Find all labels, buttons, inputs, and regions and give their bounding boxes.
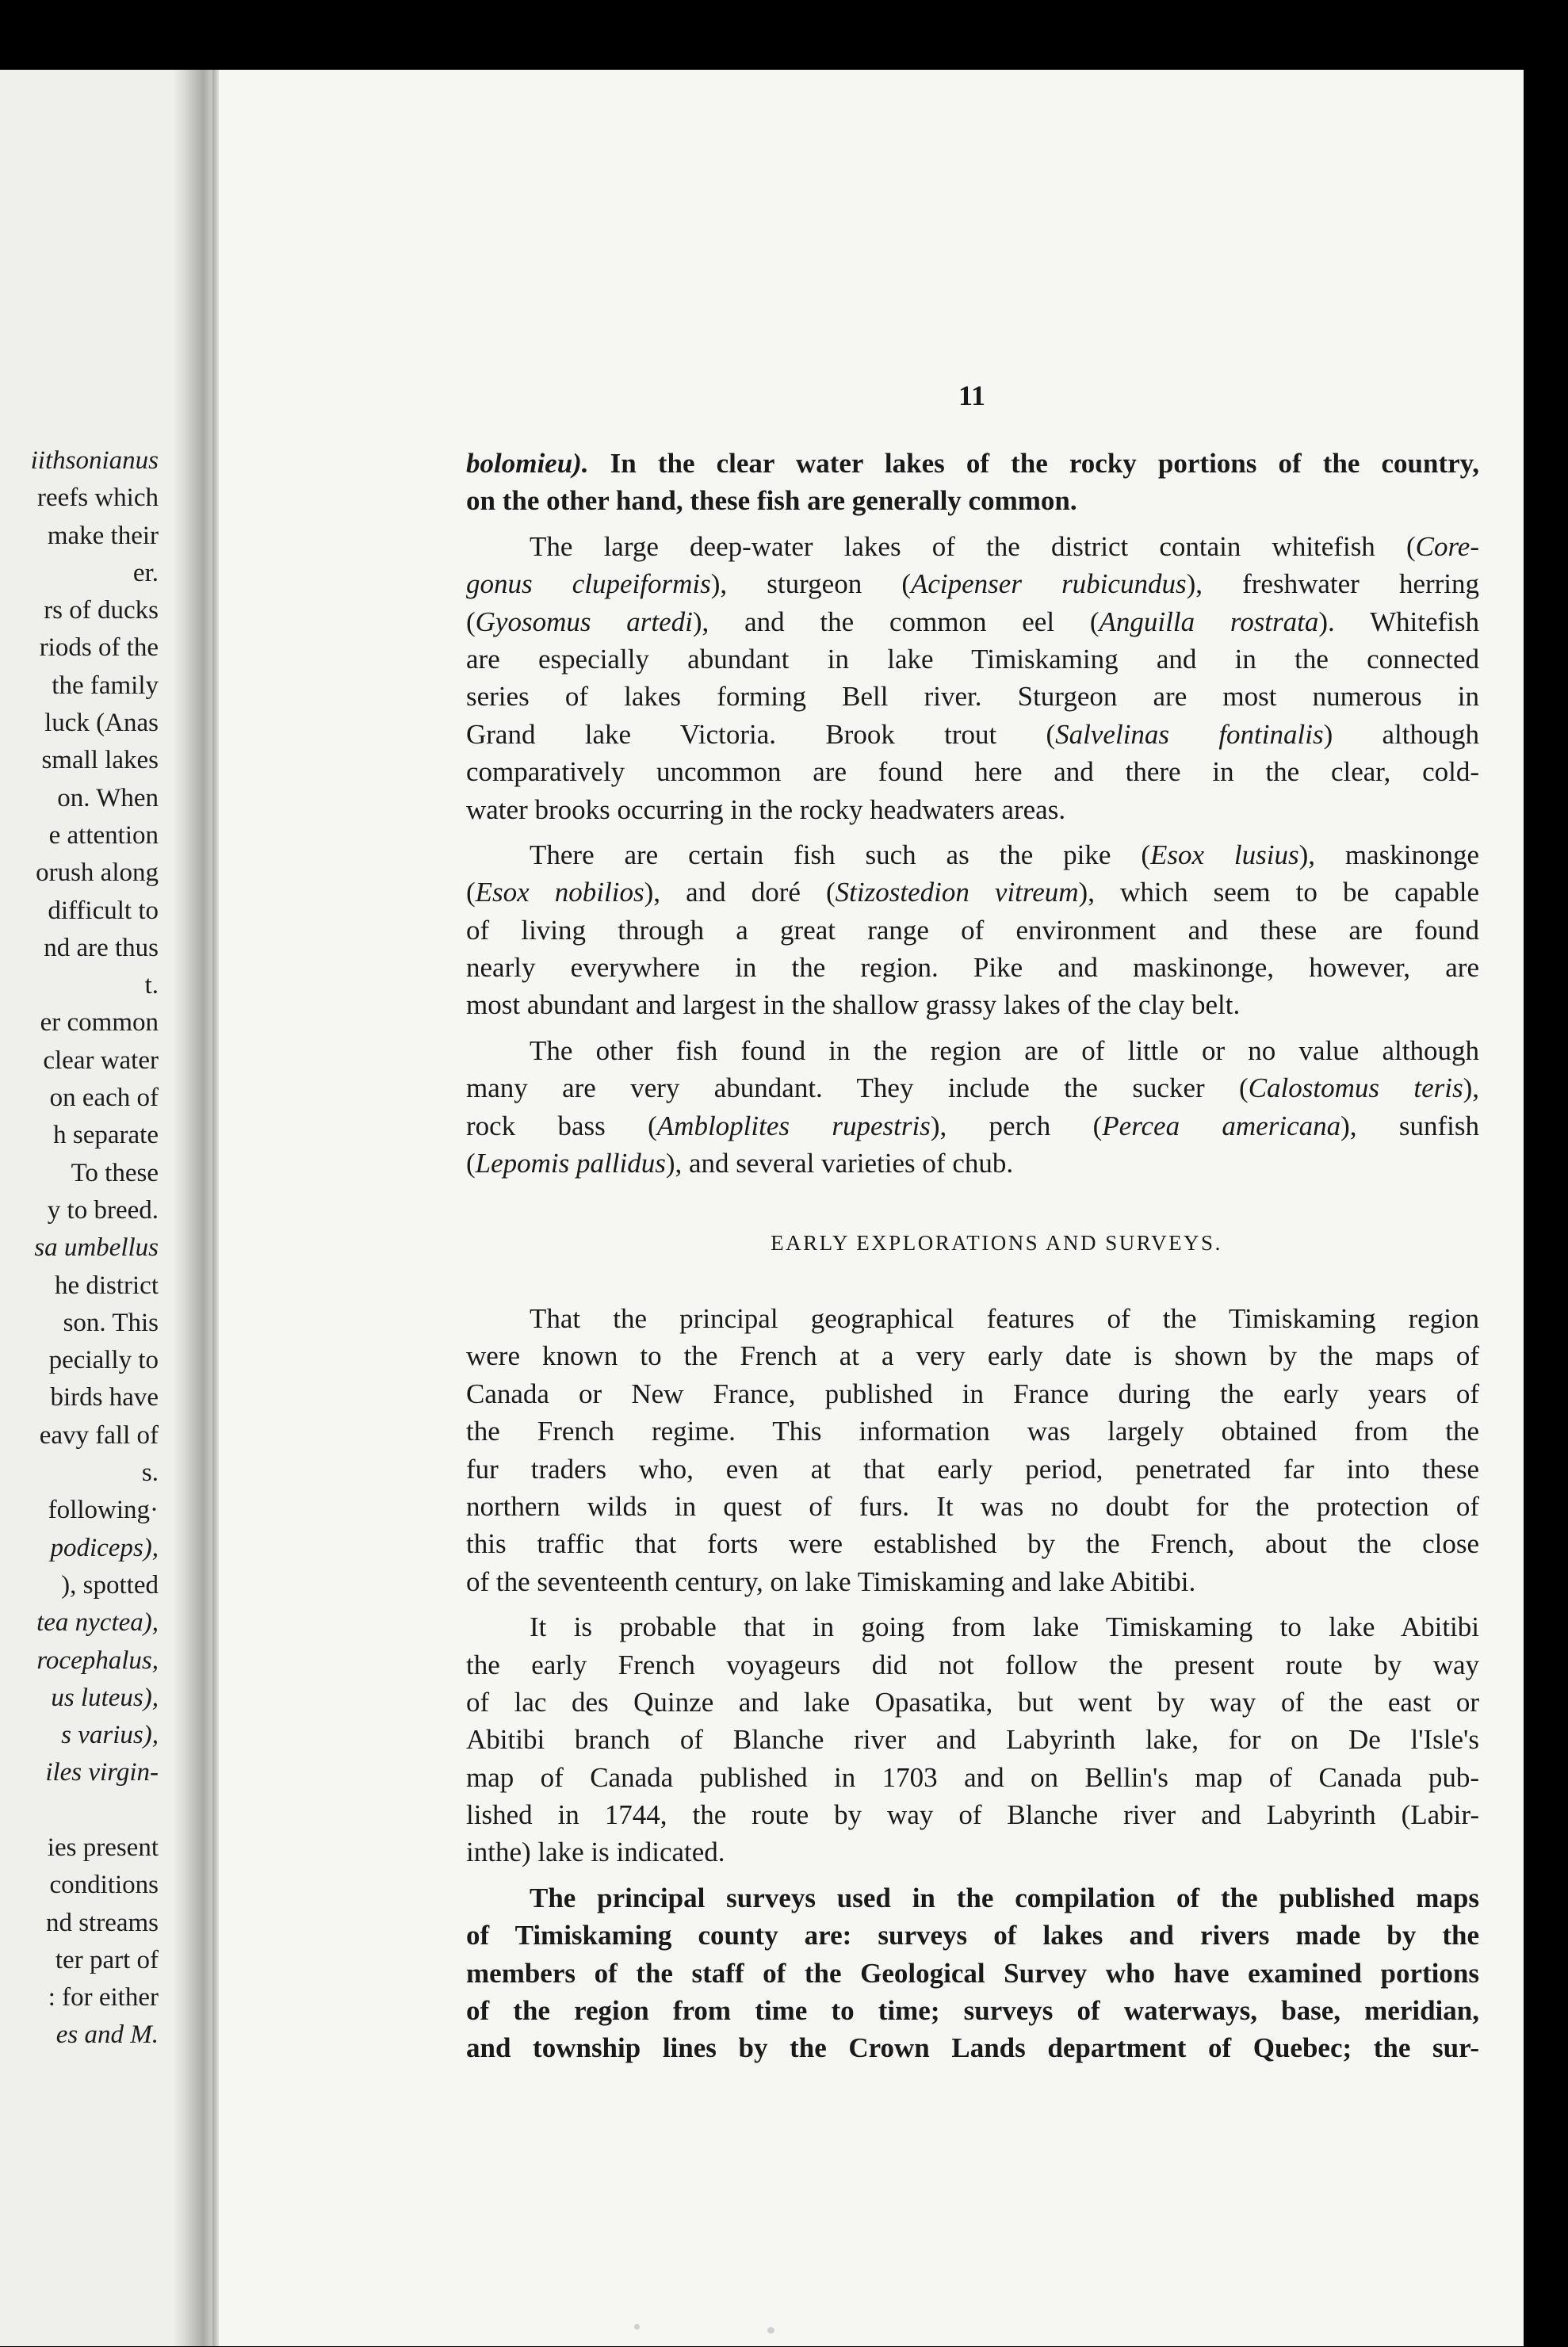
left-page-line: iles virgin- [45, 1758, 159, 1787]
text-line: were known to the French at a very early date is shown by the maps of [466, 1340, 1479, 1372]
text-line: nearly everywhere in the region. Pike and maskinonge, however, are [466, 952, 1479, 984]
text-line: of lac des Quinze and lake Opasatika, but went by way of the east or [466, 1686, 1479, 1718]
left-page-line: t. [144, 971, 159, 1000]
left-page-line: following· [48, 1496, 159, 1525]
text-line: comparatively uncommon are found here and there in the clear, cold- [466, 756, 1479, 788]
text-line: There are certain fish such as the pike (Esox lusius), maskinonge [530, 839, 1479, 870]
body-text-upper [466, 445, 1479, 1182]
left-page-line: ter part of [55, 1945, 159, 1974]
left-page-line: pecially to [48, 1346, 159, 1375]
left-page-line [0, 1792, 159, 1829]
left-page-line: ), spotted [61, 1570, 159, 1600]
text-line: lished in 1744, the route by way of Blanche river and Labyrinth (Labir- [466, 1799, 1479, 1831]
text-line: the early French voyageurs did not follow the present route by way [466, 1649, 1479, 1680]
text-line: The large deep-water lakes of the district contain whitefish (Core- [530, 530, 1479, 562]
text-line: series of lakes forming Bell river. Sturgeon are most numerous in [466, 681, 1479, 713]
left-page-line: clear water [43, 1045, 159, 1075]
text-line: The principal surveys used in the compilation of the published maps [530, 1882, 1479, 1913]
text-line: That the principal geographical features of the Timiskaming region [530, 1303, 1479, 1334]
left-page-line: y to breed. [47, 1195, 159, 1225]
body-text-lower [466, 1300, 1479, 2067]
left-page-line: son. This [63, 1308, 159, 1337]
text-line: northern wilds in quest of furs. It was no doubt for the protection of [466, 1490, 1479, 1522]
text-line: bolomieu). In the clear water lakes of the rocky portions of the country, [466, 448, 1479, 479]
left-page-line: s. [141, 1458, 159, 1488]
text-line: It is probable that in going from lake Timiskaming to lake Abitibi [530, 1611, 1479, 1643]
text-line: this traffic that forts were established by the French, about the close [466, 1528, 1479, 1560]
left-page-line: tea nyctea), [36, 1608, 159, 1638]
text-line: (Gyosomus artedi), and the common eel (Anguilla rostrata). Whitefish [466, 606, 1479, 637]
left-page-line: er. [132, 558, 159, 587]
left-page-line: us luteus), [51, 1683, 159, 1712]
left-page-line: on each of [49, 1084, 159, 1113]
text-line: of Timiskaming county are: surveys of lakes and rivers made by the [466, 1920, 1479, 1951]
text-line: map of Canada published in 1703 and on Bellin's map of Canada pub- [466, 1761, 1479, 1793]
left-page-line: podiceps), [50, 1533, 159, 1562]
scan-border-specks [0, 2315, 1568, 2347]
text-line: rock bass (Ambloplites rupestris), perch (Percea americana), sunfish [466, 1110, 1479, 1141]
text-line: inthe) lake is indicated. [466, 1837, 725, 1868]
main-page [219, 70, 1524, 2346]
page-number: 11 [958, 380, 985, 411]
text-line: of the seventeenth century, on lake Timiskaming and lake Abitibi. [466, 1565, 1196, 1597]
left-page-line: he district [54, 1271, 159, 1300]
text-line: many are very abundant. They include the sucker (Calostomus teris), [466, 1072, 1479, 1104]
left-page-line: small lakes [41, 746, 159, 775]
left-page-line: s varius), [61, 1721, 159, 1750]
text-line: Grand lake Victoria. Brook trout (Salvelinas fontinalis) although [466, 718, 1480, 750]
text-line: of living through a great range of environment and these are found [466, 914, 1479, 946]
dust-speck [767, 2327, 774, 2334]
left-page-line: the family [52, 671, 159, 700]
text-line: on the other hand, these fish are generally common. [466, 485, 1077, 517]
text-line: are especially abundant in lake Timiskaming and in the connected [466, 643, 1479, 675]
left-page-line: rs of ducks [44, 596, 159, 625]
left-page-line: orush along [36, 858, 159, 888]
left-page-line: on. When [57, 783, 159, 812]
left-page-line: : for either [48, 1983, 159, 2013]
text-line: most abundant and largest in the shallow grassy lakes of the clay belt. [466, 989, 1241, 1021]
text-line: and township lines by the Crown Lands department of Quebec; the sur- [466, 2032, 1479, 2064]
left-page-line: e attention [48, 820, 159, 850]
left-page-line: nd streams [45, 1908, 159, 1937]
left-page-line: er common [40, 1008, 159, 1038]
left-page-line: nd are thus [44, 933, 159, 962]
left-page-line: birds have [50, 1383, 159, 1412]
section-heading: EARLY EXPLORATIONS AND SURVEYS. [771, 1231, 1222, 1255]
left-page-line: difficult to [48, 896, 159, 925]
left-page-line: luck (Anas [44, 709, 159, 738]
left-page-line: es and M. [55, 2020, 159, 2050]
left-page-line: To these [71, 1158, 159, 1187]
text-line: (Esox nobilios), and doré (Stizostedion vitreum), which seem to be capable [466, 877, 1479, 908]
text-line: The other fish found in the region are of little or no value although [530, 1034, 1479, 1066]
left-page-line: eavy fall of [39, 1420, 159, 1450]
left-page-line: ies present [47, 1833, 159, 1862]
text-line: water brooks occurring in the rocky headwaters areas. [466, 793, 1066, 825]
text-line: gonus clupeiformis), sturgeon (Acipenser rubicundus), freshwater herring [466, 568, 1480, 600]
text-line: (Lepomis pallidus), and several varieties of chub. [466, 1148, 1014, 1179]
left-page-line: rocephalus, [36, 1646, 159, 1675]
text-line: members of the staff of the Geological Survey who have examined portions [466, 1957, 1479, 1989]
text-line: Abitibi branch of Blanche river and Labyrinth lake, for on De l'Isle's [466, 1724, 1479, 1756]
text-line: the French regime. This information was largely obtained from the [466, 1416, 1479, 1447]
left-page-line: conditions [49, 1871, 159, 1900]
text-line: of the region from time to time; surveys of waterways, base, meridian, [466, 1995, 1479, 2027]
left-page-line: reefs which [36, 484, 159, 513]
dust-speck [634, 2324, 640, 2330]
left-page-line: make their [47, 521, 159, 550]
text-line: fur traders who, even at that early period, penetrated far into these [466, 1453, 1479, 1485]
left-page-line: iithsonianus [30, 446, 159, 475]
text-line: Canada or New France, published in France during the early years of [466, 1378, 1479, 1409]
spine-edge-shadow [212, 70, 219, 2346]
left-page-line: sa umbellus [34, 1233, 159, 1263]
left-page-text-column [0, 442, 159, 2055]
left-page-line: h separate [53, 1121, 159, 1150]
left-page-line: riods of the [39, 633, 159, 663]
